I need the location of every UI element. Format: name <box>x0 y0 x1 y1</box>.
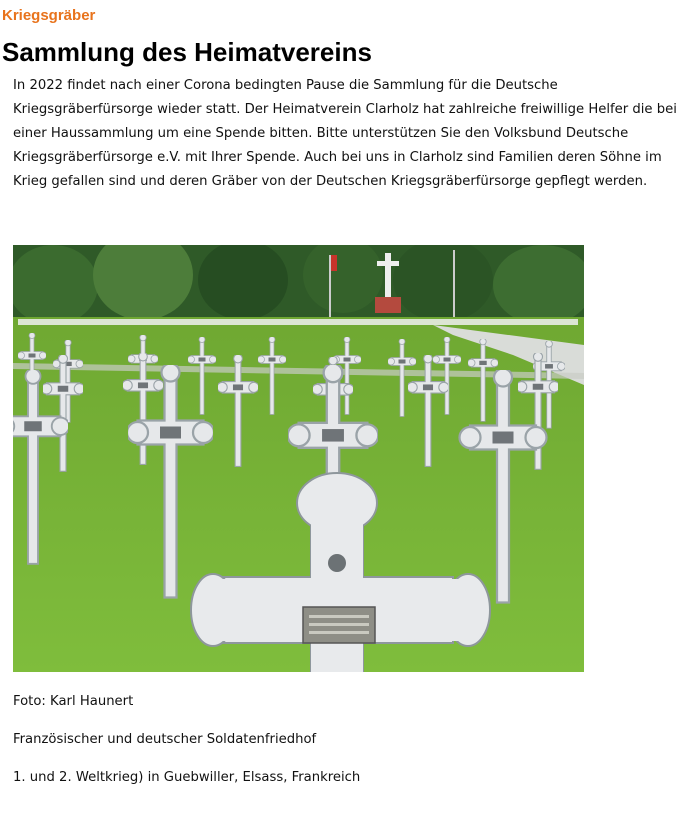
section-kicker: Kriegsgräber <box>2 7 96 24</box>
article-line: Krieg gefallen sind und deren Gräber von der Deutschen Kriegsgräberfürsorge gepflegt werden. <box>13 174 648 189</box>
photo-caption-line-1: Französischer und deutscher Soldatenfriedhof <box>13 732 317 747</box>
photo-caption-line-2: 1. und 2. Weltkrieg) in Guebwiller, Elsass, Frankreich <box>13 770 361 785</box>
photo-credit: Foto: Karl Haunert <box>13 694 134 709</box>
article-line: Kriegsgräberfürsorge e.V. mit Ihrer Spende. Auch bei uns in Clarholz sind Familien deren Söhne im <box>13 150 662 165</box>
cemetery-photo <box>13 245 584 672</box>
article-line: einer Haussammlung um eine Spende bitten. Bitte unterstützen Sie den Volksbund Deutsche <box>13 126 629 141</box>
article-line: In 2022 findet nach einer Corona bedingten Pause die Sammlung für die Deutsche <box>13 78 558 93</box>
article-line: Kriegsgräberfürsorge wieder statt. Der Heimatverein Clarholz hat zahlreiche freiwillige Helfer die bei <box>13 102 677 117</box>
article-body <box>13 74 698 194</box>
page-title: Sammlung des Heimatvereins <box>2 37 372 67</box>
